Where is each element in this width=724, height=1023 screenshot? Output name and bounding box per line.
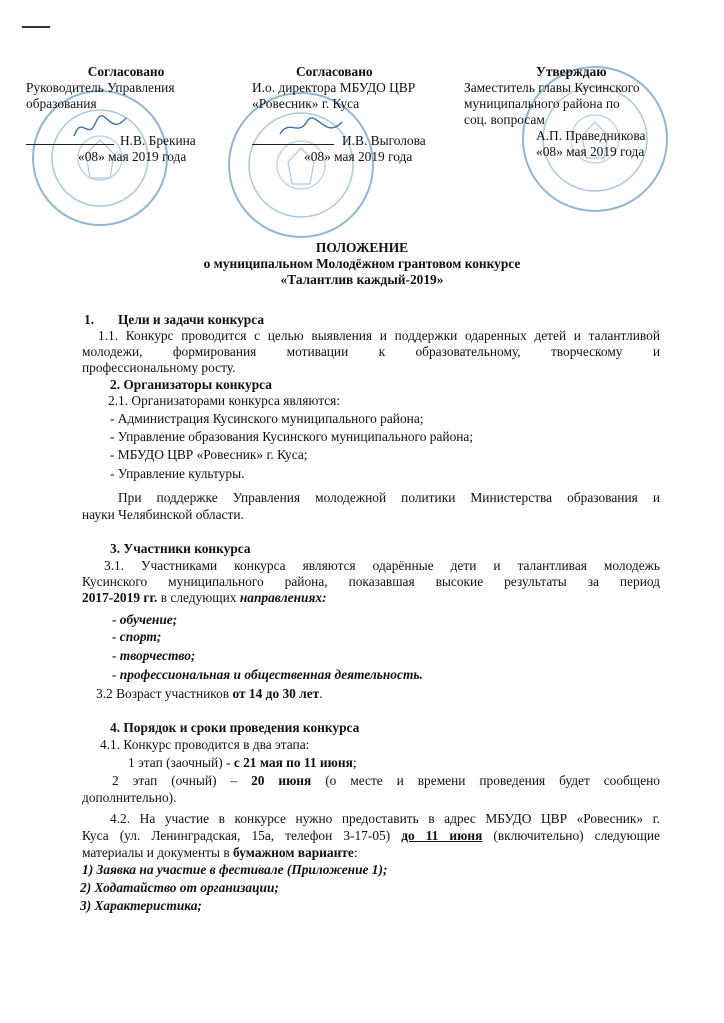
approval-heading: Согласовано: [87, 64, 165, 79]
section-4-text-line: [82, 828, 660, 844]
support-text-line: При поддержке Управления молодежной политики Министерства образования и: [118, 490, 660, 505]
approval-block-3: [464, 64, 684, 160]
organizer-item: - МБУДО ЦВР «Ровесник» г. Куса;: [110, 447, 308, 462]
age-requirement: [96, 686, 323, 702]
section-2-intro: 2.1. Организаторами конкурса являются:: [108, 393, 341, 408]
format-label: бумажном варианте: [233, 845, 354, 860]
document-item: 3) Характеристика;: [80, 898, 202, 913]
period-range: 2017-2019 гг.: [82, 590, 158, 605]
approval-signer-line: [26, 128, 226, 149]
stage-2-date: 20 июня: [251, 773, 312, 788]
approval-block-2: [252, 64, 462, 165]
section-4-text-line: 4.2. На участие в конкурсе нужно предоставить в адрес МБУДО ЦВР «Ровесник» г.: [110, 811, 660, 826]
text-fragment: Куса (ул. Ленинградская, 15а, телефон 3-17-05): [82, 828, 402, 843]
approval-signer: Н.В. Брекина: [120, 133, 196, 148]
document-subtitle: о муниципальном Молодёжном грантовом конкурсе: [203, 256, 521, 271]
contest-name: «Талантлив каждый-2019»: [280, 272, 444, 287]
direction-item: - спорт;: [112, 629, 162, 644]
text-fragment: в следующих: [157, 590, 240, 605]
approval-position: И.о. директора МБУДО ЦВР: [252, 80, 416, 95]
text-fragment: ;: [352, 755, 357, 770]
approval-date: «08» мая 2019 года: [78, 149, 187, 164]
section-3-text-line: [82, 590, 327, 606]
section-1-text-line: молодежи, формирования мотивации к образовательному, творческому и: [82, 344, 660, 359]
approval-heading: Утверждаю: [536, 64, 607, 79]
section-4-intro: 4.1. Конкурс проводится в два этапа:: [100, 737, 310, 752]
age-range: от 14 до 30 лет: [232, 686, 320, 701]
scan-mark: [22, 26, 50, 28]
text-fragment: (о месте и времени проведения будет сообщено: [311, 773, 661, 788]
section-3-heading: 3. Участники конкурса: [110, 541, 251, 556]
directions-label: направлениях:: [239, 590, 327, 605]
direction-item: - творчество;: [112, 648, 196, 663]
organizer-item: - Администрация Кусинского муниципального района;: [110, 411, 424, 426]
direction-item: - обучение;: [112, 612, 178, 627]
text-fragment: (включительно) следующие: [482, 828, 660, 843]
approval-heading: Согласовано: [296, 64, 373, 79]
section-4-text-line: [82, 845, 358, 861]
stage-2-line: дополнительно).: [82, 790, 177, 805]
text-fragment: материалы и документы в: [82, 845, 234, 860]
document-item: 2) Ходатайство от организации;: [80, 880, 279, 895]
section-1-text-line: профессиональному росту.: [82, 360, 236, 375]
stage-1-dates: с 21 мая по 11 июня: [233, 755, 353, 770]
approval-signer-line: [252, 128, 462, 149]
approval-position: соц. вопросам: [464, 112, 545, 127]
organizer-item: - Управление образования Кусинского муниципального района;: [110, 429, 474, 444]
stage-2-line: [112, 773, 660, 789]
approval-position: Руководитель Управления: [26, 80, 175, 95]
text-fragment: 2 этап (очный) –: [112, 773, 252, 788]
approval-position: муниципального района по: [464, 96, 620, 111]
approval-block-1: [26, 64, 226, 165]
section-3-text-line: 3.1. Участниками конкурса являются одарённые дети и талантливая молодежь: [104, 558, 660, 573]
approval-signer: А.П. Праведникова: [536, 128, 646, 143]
document-item: 1) Заявка на участие в фестивале (Приложение 1);: [82, 862, 388, 877]
approval-position: «Ровесник» г. Куса: [252, 96, 360, 111]
section-4-heading: 4. Порядок и сроки проведения конкурса: [110, 720, 360, 735]
section-3-text-line: Кусинского муниципального района, показавшая высокие результаты за период: [82, 574, 660, 589]
section-1-heading: Цели и задачи конкурса: [118, 312, 265, 327]
approval-date: «08» мая 2019 года: [304, 149, 413, 164]
text-fragment: 1 этап (заочный) -: [128, 755, 234, 770]
text-fragment: .: [319, 686, 323, 701]
stage-1-line: [128, 755, 357, 771]
approval-position: Заместитель главы Кусинского: [464, 80, 640, 95]
approval-position: образования: [26, 96, 97, 111]
section-1-number: 1.: [84, 312, 95, 327]
deadline: до 11 июня: [401, 828, 483, 843]
section-2-heading: 2. Организаторы конкурса: [110, 377, 272, 392]
approval-signer: И.В. Выголова: [342, 133, 426, 148]
support-text-line: науки Челябинской области.: [82, 507, 244, 522]
section-1-text-line: 1.1. Конкурс проводится с целью выявления и поддержки одаренных детей и талантливой: [98, 328, 660, 343]
document-title: ПОЛОЖЕНИЕ: [315, 240, 409, 255]
approval-date: «08» мая 2019 года: [536, 144, 645, 159]
text-fragment: :: [353, 845, 358, 860]
text-fragment: 3.2 Возраст участников: [96, 686, 233, 701]
direction-item: - профессиональная и общественная деятельность.: [112, 667, 423, 682]
organizer-item: - Управление культуры.: [110, 466, 245, 481]
